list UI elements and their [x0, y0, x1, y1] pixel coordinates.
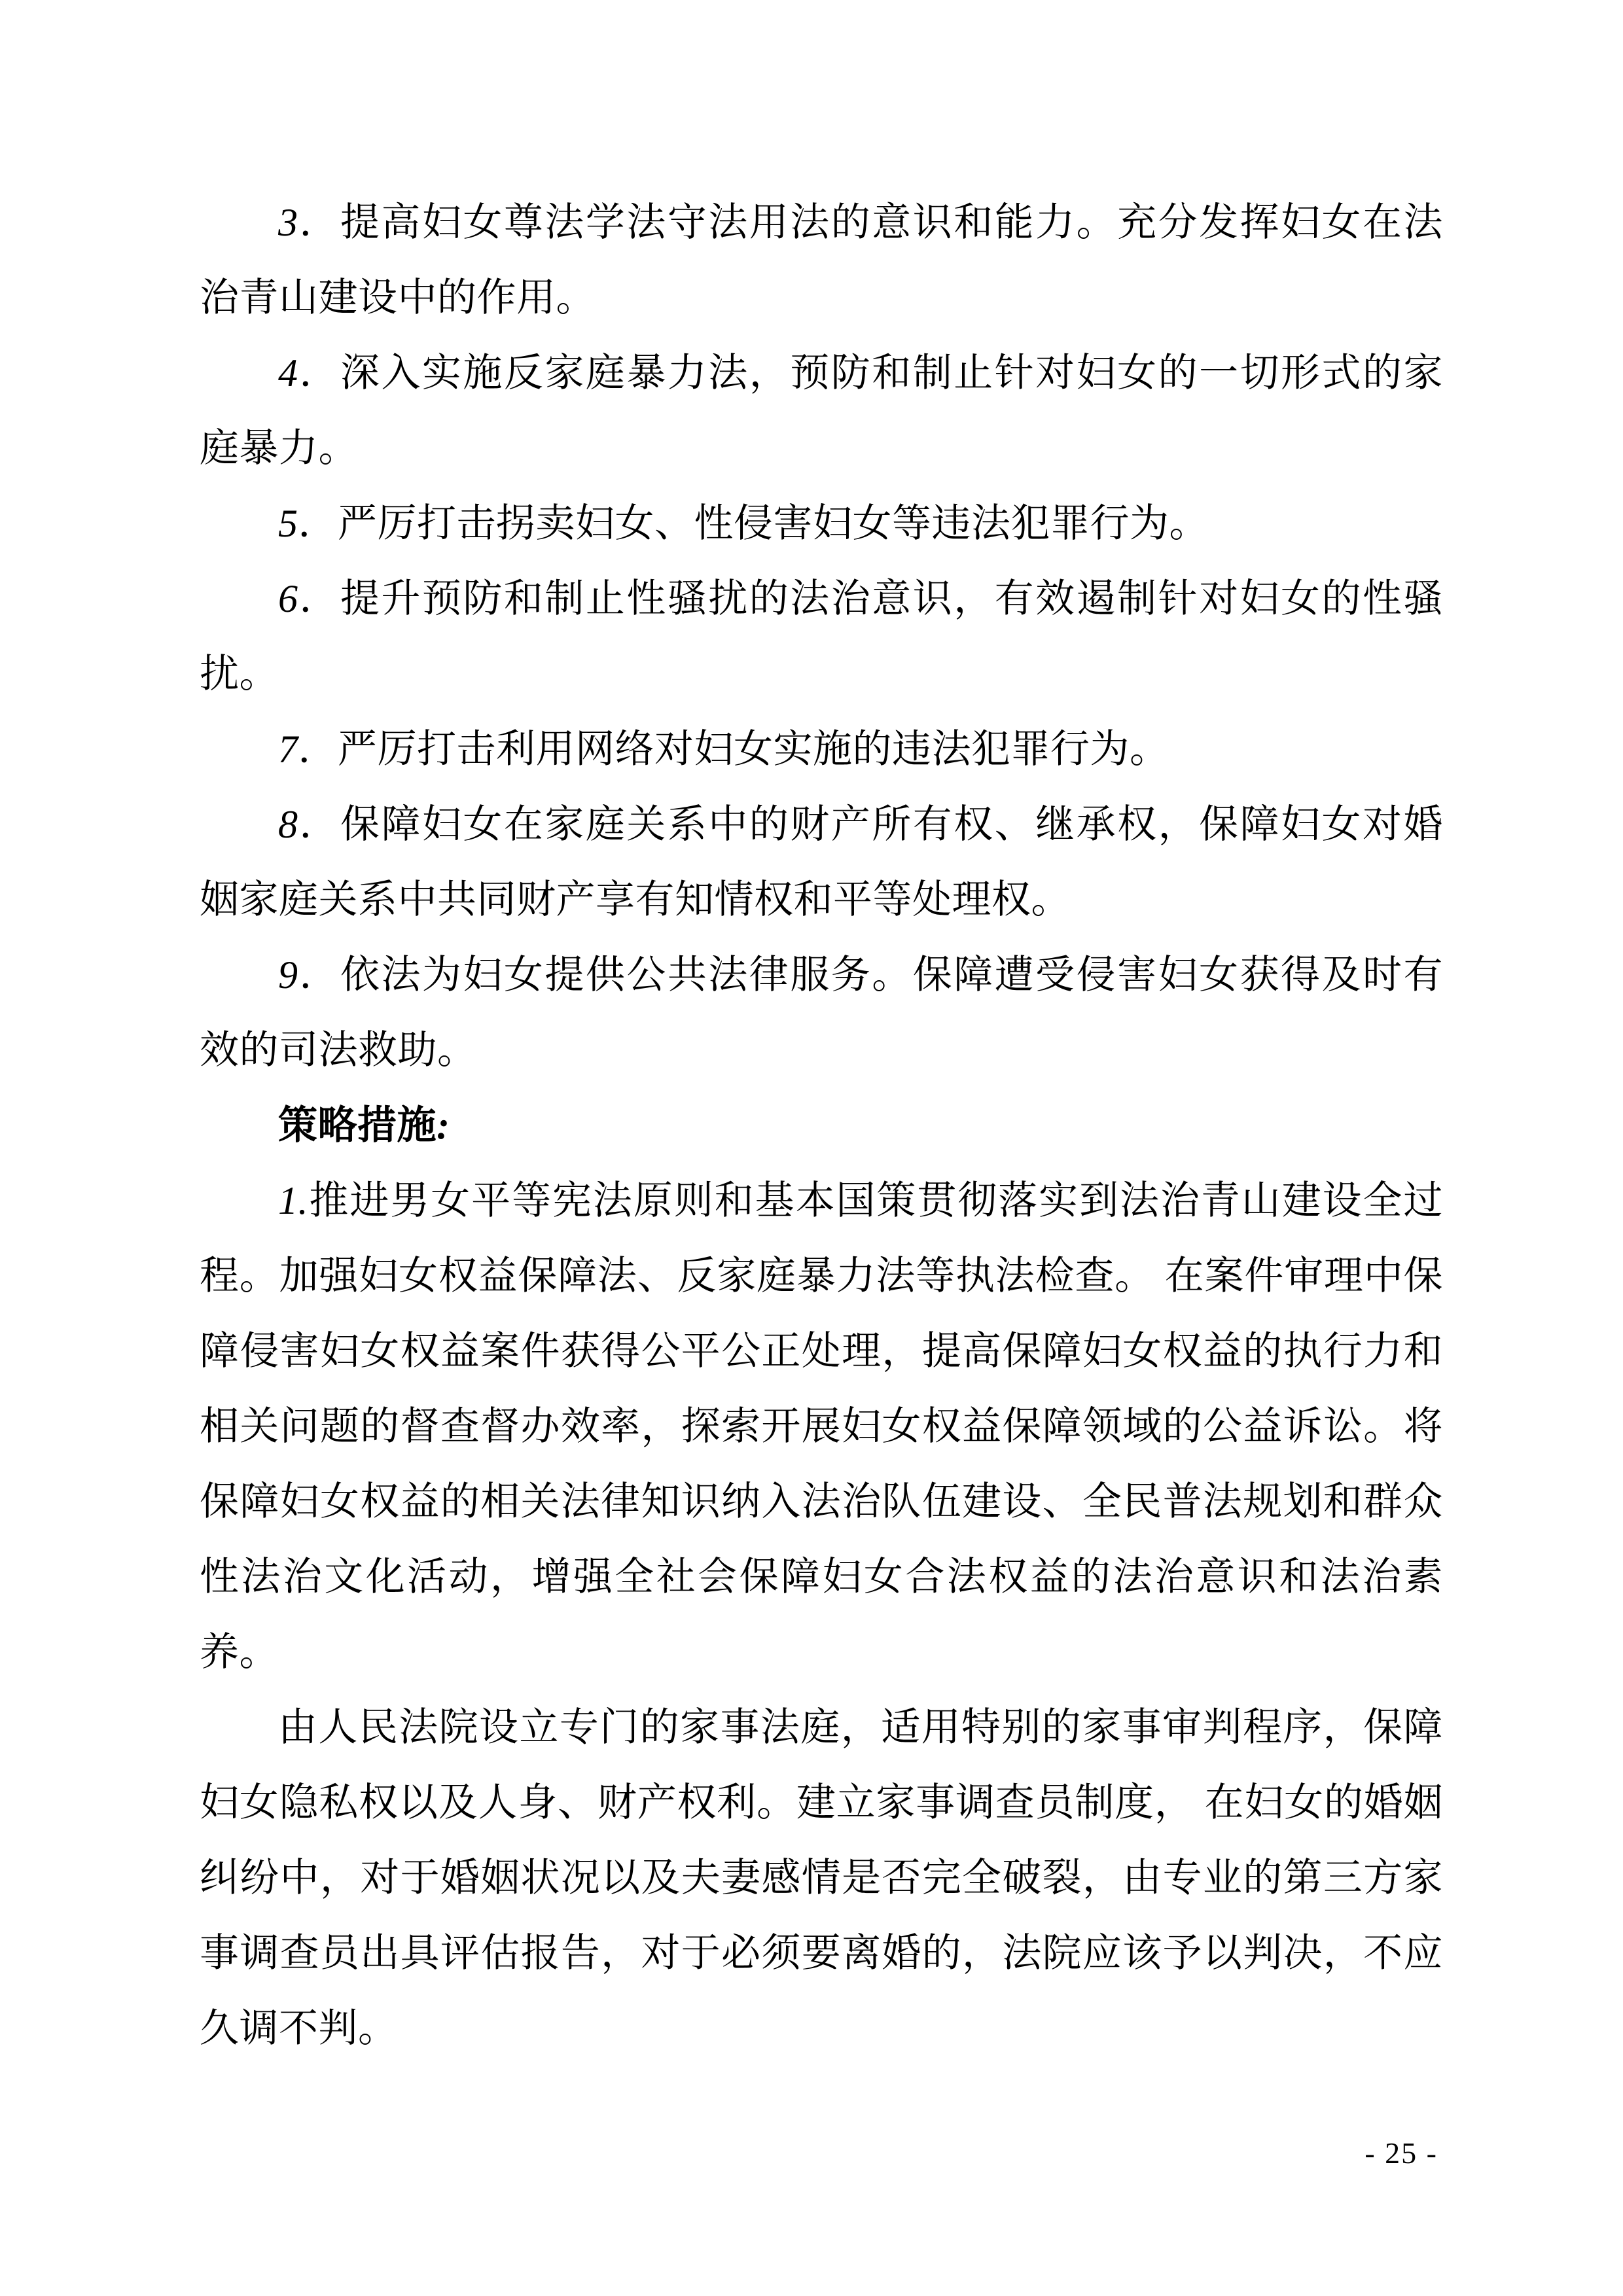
paragraph: 3．提高妇女尊法学法守法用法的意识和能力。充分发挥妇女在法治青山建设中的作用。	[200, 201, 1443, 319]
paragraph: 7．严厉打击利用网络对妇女实施的违法犯罪行为。	[278, 728, 1169, 771]
paragraph: 4．深入实施反家庭暴力法，预防和制止针对妇女的一切形式的家庭暴力。	[200, 351, 1443, 470]
page-number: - 25 -	[1364, 2136, 1438, 2170]
section-heading: 策略措施:	[278, 1104, 450, 1147]
paragraph: 1.推进男女平等宪法原则和基本国策贯彻落实到法治青山建设全过程。加强妇女权益保障法、反家庭暴力法等执法检查。 在案件审理中保障侵害妇女权益案件获得公平公正处理，提高保障妇女权益的执行力和相关问题的督查督办效率，探索开展妇女权益保障领域的公益诉讼。将保障妇女权益的相关法律知识纳入法治队伍建设、全民普法规划和群众性法治文化活动，增强全社会保障妇女合法权益的法治意识和法治素养。	[200, 1179, 1443, 1674]
text-block	[200, 185, 1443, 2066]
paragraph: 8．保障妇女在家庭关系中的财产所有权、继承权，保障妇女对婚姻家庭关系中共同财产享有知情权和平等处理权。	[200, 803, 1443, 921]
paragraph: 5．严厉打击拐卖妇女、性侵害妇女等违法犯罪行为。	[278, 502, 1209, 545]
paragraph: 6．提升预防和制止性骚扰的法治意识，有效遏制针对妇女的性骚扰。	[200, 577, 1443, 696]
paragraph: 由人民法院设立专门的家事法庭，适用特别的家事审判程序，保障妇女隐私权以及人身、财产权利。建立家事调查员制度， 在妇女的婚姻纠纷中，对于婚姻状况以及夫妻感情是否完全破裂，由专业的第三方家事调查员出具评估报告，对于必须要离婚的，法院应该予以判决，不应久调不判。	[200, 1706, 1443, 2050]
paragraph: 9．依法为妇女提供公共法律服务。保障遭受侵害妇女获得及时有效的司法救助。	[200, 953, 1443, 1072]
